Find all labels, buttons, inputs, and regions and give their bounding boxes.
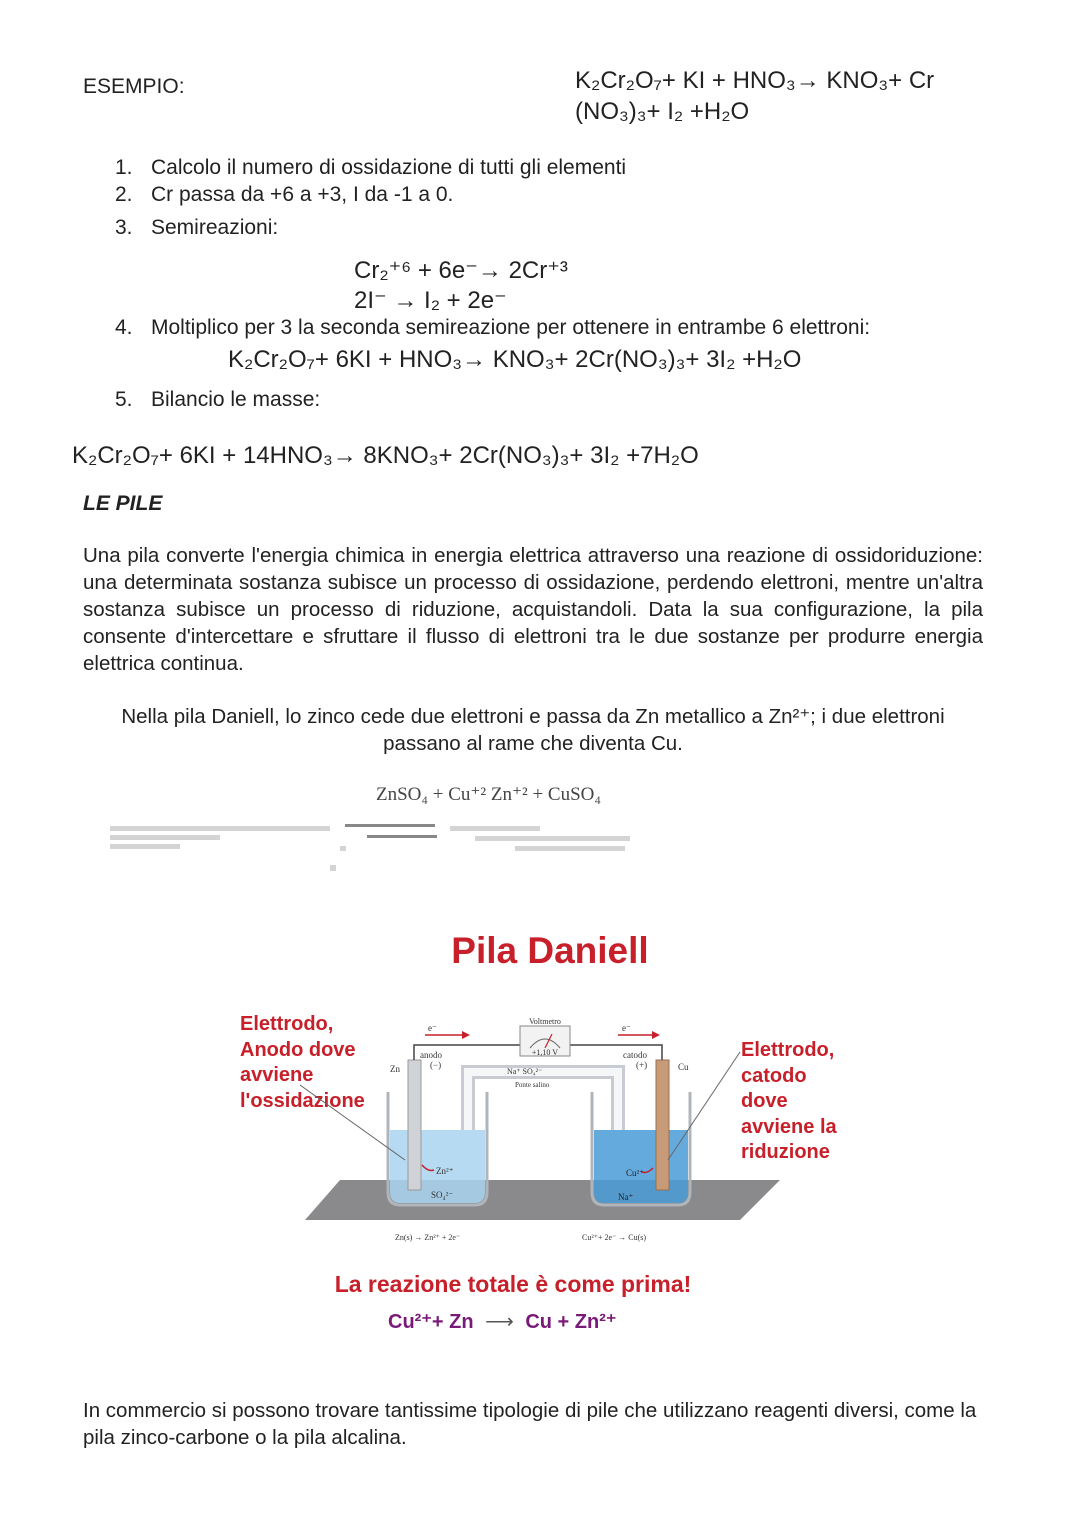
cathode-label-line: riduzione [741, 1141, 830, 1163]
equation-balanced: K₂Cr₂O₇+ 6KI + 14HNO₃→ 8KNO₃+ 2Cr(NO₃)₃+ 3I₂ +7H₂O [72, 442, 699, 469]
section-title: LE PILE [83, 492, 163, 515]
step-5 [115, 388, 320, 412]
cathode-equation: Cu²⁺+ 2e⁻ → Cu(s) [582, 1233, 647, 1242]
paragraph-daniell [83, 703, 983, 757]
step-number: 3. [115, 216, 133, 239]
cathode-label-line: Elettrodo, [741, 1039, 835, 1061]
voltmeter-label: Voltmetro [529, 1017, 561, 1026]
daniell-reaction: ZnSO₄ + Cu⁺² Zn⁺² + CuSO₄ [376, 784, 602, 805]
example-equation-line1: K₂Cr₂O₇+ KI + HNO₃→ KNO₃+ Cr [575, 67, 935, 94]
electron-label-right: e⁻ [622, 1023, 631, 1033]
anode-text: anodo [420, 1050, 442, 1060]
right-solution [594, 1130, 688, 1203]
example-equation-line2: (NO₃)₃+ I₂ +H₂O [575, 98, 750, 125]
step-4 [115, 316, 870, 340]
total-eq-right: Cu + Zn²⁺ [525, 1311, 617, 1333]
step-text: Cr passa da +6 a +3, I da -1 a 0. [151, 183, 454, 206]
na-ion: Na⁺ [618, 1192, 634, 1202]
step-1 [115, 156, 626, 180]
voltage-label: +1,10 V [531, 1048, 559, 1057]
so4-ion: SO₄²⁻ [431, 1190, 454, 1200]
cathode-text: catodo [623, 1050, 647, 1060]
cathode-sign: (+) [636, 1060, 648, 1070]
cu-ion: Cu²⁺ [626, 1168, 644, 1178]
zn-ion: Zn²⁺ [436, 1166, 454, 1176]
paragraph-daniell-line2: passano al rame che diventa Cu. [383, 732, 683, 755]
step-number: 2. [115, 183, 133, 206]
paragraph-intro: Una pila converte l'energia chimica in energia elettrica attraverso una reazione di ossidoriduzione: una determinata sostanza subisce un processo di ossidazione, perdendo elettroni, mentre un'altra sostanza subisce un processo di riduzione, acquistandoli. Data la sua configurazione, la pila consente d'intercettare e sfruttare il flusso di elettroni tra le due sostanze per produrre energia elettrica continua. [83, 544, 983, 675]
bridge-ions: Na⁺ SO₄²⁻ [507, 1067, 543, 1076]
platform [305, 1180, 780, 1220]
paragraph-daniell-line1: Nella pila Daniell, lo zinco cede due elettroni e passa da Zn metallico a Zn²⁺; i due elettroni [121, 705, 945, 728]
half-reaction-1: Cr₂⁺⁶ + 6e⁻→ 2Cr⁺³ [354, 257, 568, 284]
anode-label-line: Anodo dove [240, 1038, 356, 1061]
zn-label: Zn [390, 1064, 400, 1074]
step-text: Semireazioni: [151, 216, 279, 239]
cathode-label-line: dove [741, 1090, 788, 1112]
anode-label-line: avviene [240, 1064, 314, 1086]
step-number: 1. [115, 156, 133, 179]
electron-label-left: e⁻ [428, 1023, 437, 1033]
zinc-electrode [408, 1060, 421, 1190]
step-text: Moltiplico per 3 la seconda semireazione per ottenere in entrambe 6 elettroni: [151, 316, 871, 339]
anode-equation: Zn(s) → Zn²⁺ + 2e⁻ [395, 1233, 461, 1242]
anode-label-line: l'ossidazione [240, 1089, 365, 1112]
copper-electrode [656, 1060, 669, 1190]
step-3 [115, 216, 278, 240]
cathode-label-line: avviene la [741, 1115, 837, 1138]
equation-step4: K₂Cr₂O₇+ 6KI + HNO₃→ KNO₃+ 2Cr(NO₃)₃+ 3I₂ +H₂O [228, 346, 802, 373]
diagram-title: Pila Daniell [451, 930, 649, 971]
cu-label: Cu [678, 1062, 689, 1072]
anode-label-line: Elettrodo, [240, 1013, 334, 1035]
example-label: ESEMPIO: [83, 75, 185, 98]
arrow-icon: ⟶ [485, 1311, 514, 1333]
total-eq-left: Cu²⁺+ Zn [388, 1311, 474, 1333]
daniell-cell-diagram [300, 1010, 790, 1250]
closing-paragraph: In commercio si possono trovare tantissime tipologie di pile che utilizzano reagenti diversi, come la pila zinco-carbone o la pila alcalina. [83, 1399, 977, 1449]
step-text: Calcolo il numero di ossidazione di tutti gli elementi [151, 156, 627, 179]
total-reaction-equation [388, 1309, 616, 1334]
salt-bridge-label: Ponte salino [515, 1081, 550, 1089]
step-number: 4. [115, 316, 133, 339]
cathode-label-line: catodo [741, 1064, 807, 1087]
step-text: Bilancio le masse: [151, 388, 321, 411]
total-reaction-title: La reazione totale è come prima! [334, 1271, 692, 1297]
half-reaction-2: 2I⁻ → I₂ + 2e⁻ [354, 287, 507, 314]
faded-reaction-image [105, 818, 645, 880]
step-number: 5. [115, 388, 133, 411]
anode-sign: (−) [430, 1060, 442, 1070]
step-2 [115, 183, 453, 207]
wire-right [570, 1045, 662, 1060]
